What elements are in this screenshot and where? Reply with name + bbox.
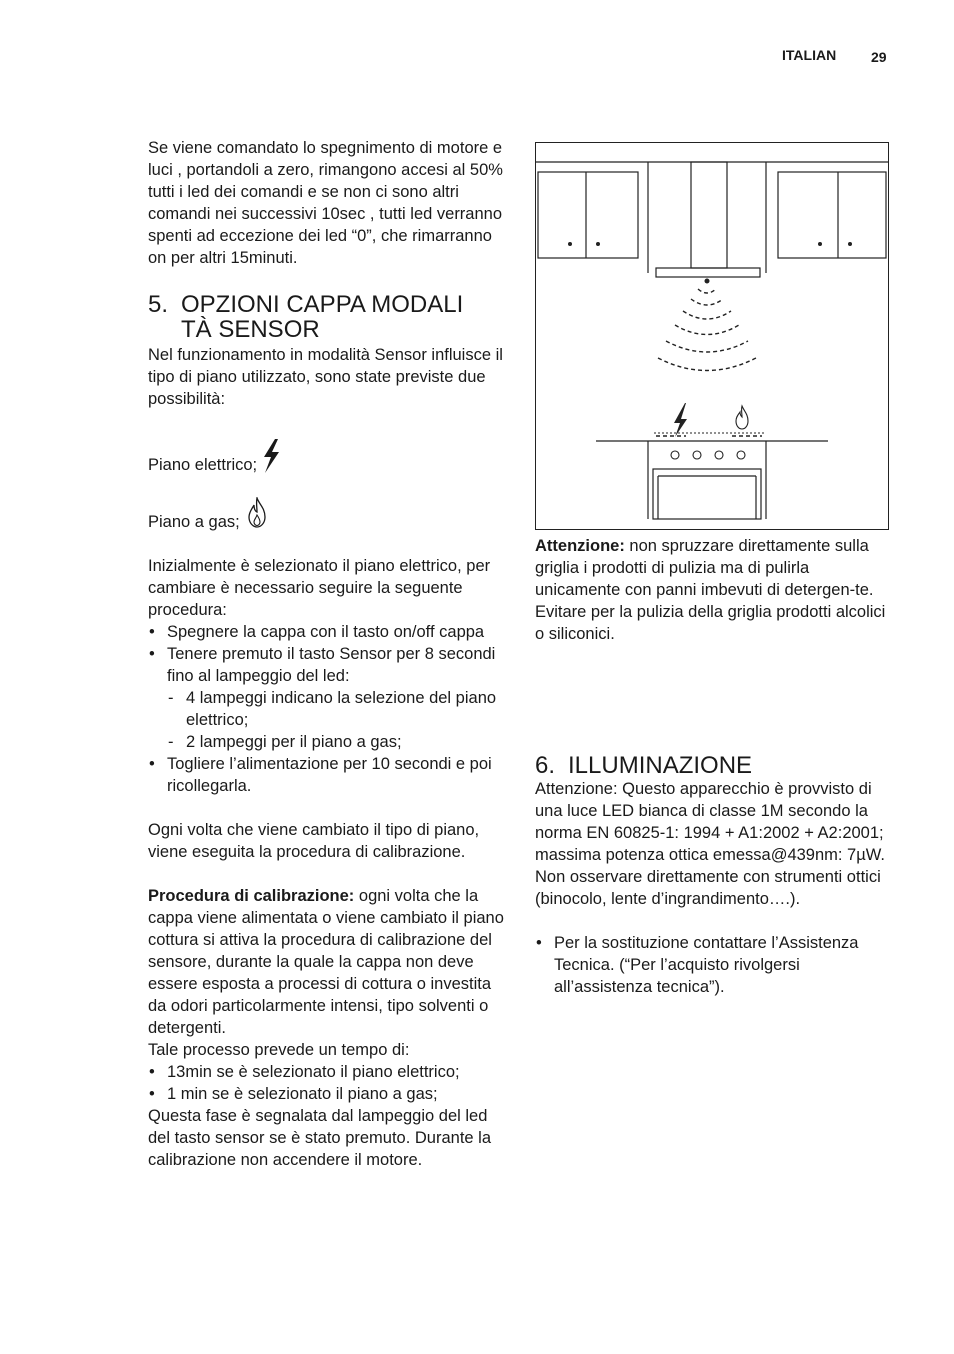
time-list <box>148 1061 508 1105</box>
section-6-heading <box>535 753 895 778</box>
service-item: • Per la sostituzione contattare l’Assistenza Tecnica. (“Per l’acquisto rivolgersi all’assistenza tecnica”). <box>535 932 895 998</box>
section-6-title: ILLUMINAZIONE <box>568 752 753 779</box>
hood-diagram <box>536 143 888 529</box>
sub-step-2: - 2 lampeggi per il piano a gas; <box>148 731 508 753</box>
lightning-icon <box>260 438 282 474</box>
calibration-paragraph <box>148 885 508 1039</box>
procedure-steps <box>148 621 508 797</box>
hood-illustration <box>535 142 889 530</box>
procedure-intro: Inizialmente è selezionato il piano elettrico, per cambiare è necessario seguire la seguente procedura: <box>148 557 491 619</box>
section-5-number: 5. <box>148 291 169 318</box>
attention-text: non spruzzare direttamente sulla griglia i prodotti di pulizia ma di pulirla unicamente con panni imbevuti di detergen-te. Evitare per la pulizia della griglia prodotti alcolici o siliconici. <box>535 537 886 643</box>
calibration-note: Ogni volta che viene cambiato il tipo di piano, viene eseguita la procedura di calibrazione. <box>148 821 480 861</box>
electric-label: Piano elettrico; <box>148 456 258 474</box>
time-intro: Tale processo prevede un tempo di: <box>148 1041 410 1059</box>
electric-option <box>148 438 508 476</box>
attention-paragraph <box>535 535 895 645</box>
page-number: 29 <box>871 49 887 65</box>
ending-paragraph: Questa fase è segnalata dal lampeggio del led del tasto sensor se è stato premuto. Durante la calibrazione non accendere il motore. <box>148 1107 492 1169</box>
intro-paragraph: Se viene comandato lo spegnimento di motore e luci , portandoli a zero, rimangono accesi al 50% tutti i led dei comandi e se non ci sono altri comandi nei successivi 10sec , tutti led verranno spenti ad eccezione dei led “0”, che rimarranno on per altri 15minuti. <box>148 139 503 267</box>
service-list <box>535 932 895 998</box>
step-1: • Spegnere la cappa con il tasto on/off cappa <box>148 621 508 643</box>
illumination-paragraph: Attenzione: Questo apparecchio è provvisto di una luce LED bianca di classe 1M secondo la norma EN 60825-1: 1994 + A1:2002 + A2:2001; massima potenza ottica emessa@439nm: 7µW. Non osservare direttamente con strumenti ottici (binocolo, lente d’ingrandimento….). <box>535 780 885 908</box>
calibration-label: Procedura di calibrazione: <box>148 887 355 905</box>
step-2: • Tenere premuto il tasto Sensor per 8 secondi fino al lampeggio del led: <box>148 643 508 687</box>
flame-icon <box>246 497 268 529</box>
left-column <box>148 137 508 1171</box>
time-gas: • 1 min se è selezionato il piano a gas; <box>148 1083 508 1105</box>
right-column <box>535 535 895 998</box>
gas-label: Piano a gas; <box>148 513 240 531</box>
calibration-text: ogni volta che la cappa viene alimentata o viene cambiato il piano cottura si attiva la procedura di calibrazione del sensore, durante la quale la cappa non deve essere esposta a processi di cottura o investita da odori particolarmente intensi, tipo solventi o detergenti. <box>148 887 504 1037</box>
time-electric: • 13min se è selezionato il piano elettrico; <box>148 1061 508 1083</box>
header-language: ITALIAN <box>782 47 837 63</box>
step-3: • Togliere l’alimentazione per 10 secondi e poi ricollegarla. <box>148 753 508 797</box>
gas-option <box>148 497 508 533</box>
diagram-flame-icon <box>736 406 748 429</box>
sub-step-1: - 4 lampeggi indicano la selezione del piano elettrico; <box>148 687 508 731</box>
diagram-lightning-icon <box>674 403 687 437</box>
section-6-number: 6. <box>535 752 556 779</box>
attention-label: Attenzione: <box>535 537 625 555</box>
section-5-title-line1: OPZIONI CAPPA MODALI <box>181 291 464 318</box>
section-5-title-line2: TÀ SENSOR <box>181 316 320 343</box>
sensor-intro: Nel funzionamento in modalità Sensor influisce il tipo di piano utilizzato, sono state previste due possibilità: <box>148 346 503 408</box>
section-5-heading <box>148 292 508 342</box>
